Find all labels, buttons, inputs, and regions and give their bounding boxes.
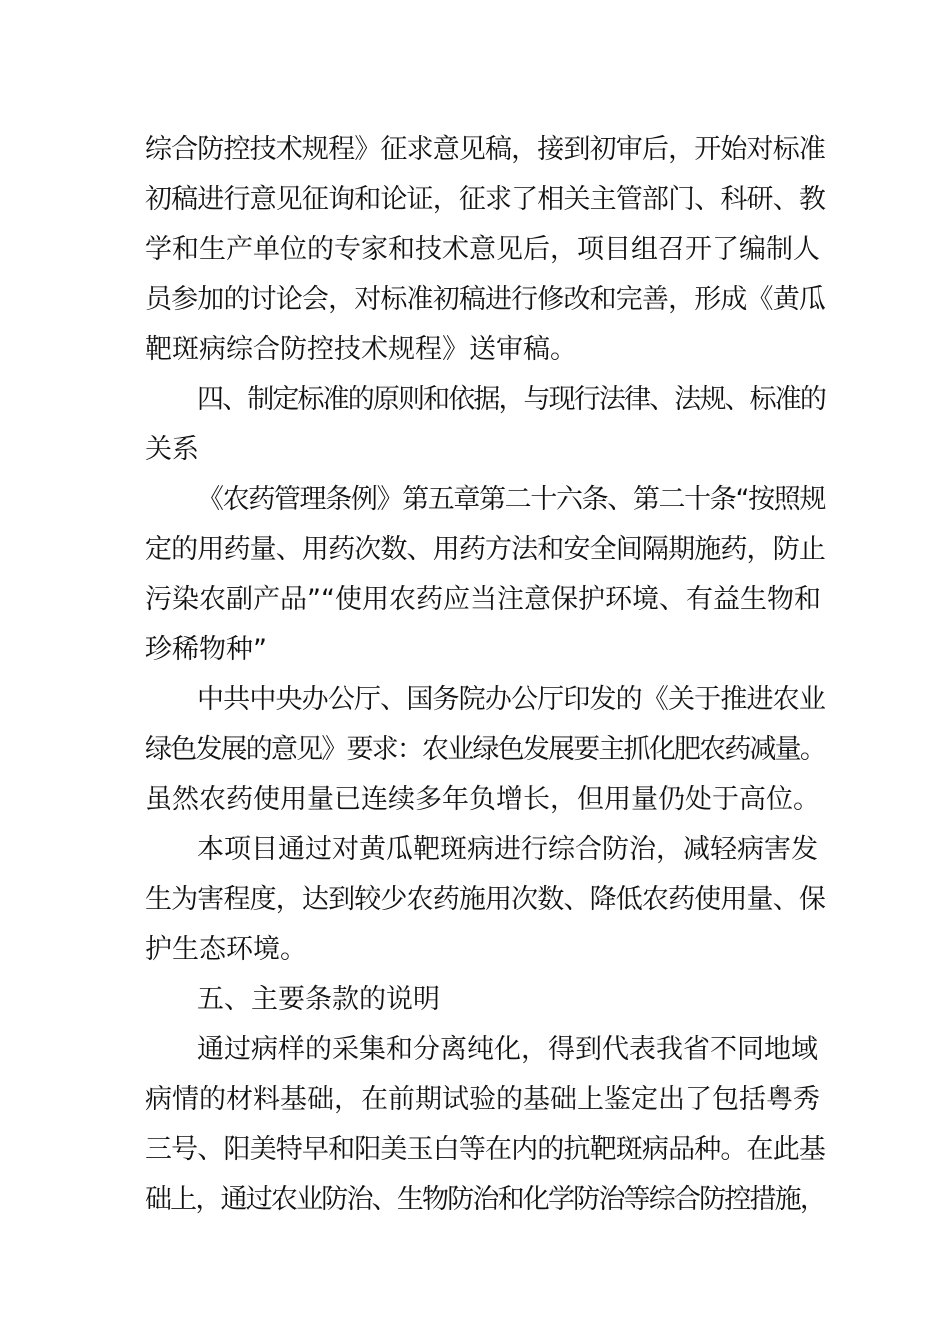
text-line: 生为害程度，达到较少农药施用次数、降低农药使用量、保 bbox=[145, 884, 825, 915]
text-line: 本项目通过对黄瓜靶斑病进行综合防治，减轻病害发 bbox=[197, 834, 818, 865]
text-line: 通过病样的采集和分离纯化，得到代表我省不同地域 bbox=[197, 1034, 818, 1065]
text-line: 《农药管理条例》第五章第二十六条、第二十条“按照规 bbox=[197, 484, 825, 515]
text-line: 珍稀物种” bbox=[145, 634, 267, 665]
text-line: 病情的材料基础，在前期试验的基础上鉴定出了包括粤秀 bbox=[145, 1084, 820, 1115]
text-line: 三号、阳美特早和阳美玉白等在内的抗靶斑病品种。在此基 bbox=[145, 1134, 825, 1165]
text-line: 初稿进行意见征询和论证，征求了相关主管部门、科研、教 bbox=[145, 184, 825, 215]
text-line: 学和生产单位的专家和技术意见后，项目组召开了编制人 bbox=[145, 234, 820, 265]
text-line: 虽然农药使用量已连续多年负增长，但用量仍处于高位。 bbox=[145, 784, 820, 815]
text-line: 员参加的讨论会，对标准初稿进行修改和完善，形成《黄瓜 bbox=[145, 284, 825, 315]
section-heading-5: 五、主要条款的说明 bbox=[197, 984, 440, 1015]
text-line: 中共中央办公厅、国务院办公厅印发的《关于推进农业 bbox=[197, 684, 825, 715]
text-line: 定的用药量、用药次数、用药方法和安全间隔期施药，防止 bbox=[145, 534, 825, 565]
text-line: 础上，通过农业防治、生物防治和化学防治等综合防控措施， bbox=[145, 1184, 825, 1215]
text-line: 靶斑病综合防控技术规程》送审稿。 bbox=[145, 334, 577, 365]
text-line: 综合防控技术规程》征求意见稿，接到初审后，开始对标准 bbox=[145, 134, 825, 165]
section-heading-4-cont: 关系 bbox=[145, 434, 199, 465]
text-line: 护生态环境。 bbox=[145, 934, 307, 965]
text-line: 污染农副产品”“使用农药应当注意保护环境、有益生物和 bbox=[145, 584, 821, 615]
section-heading-4: 四、制定标准的原则和依据，与现行法律、法规、标准的 bbox=[197, 384, 825, 415]
text-line: 绿色发展的意见》要求：农业绿色发展要主抓化肥农药减量。 bbox=[145, 734, 825, 765]
